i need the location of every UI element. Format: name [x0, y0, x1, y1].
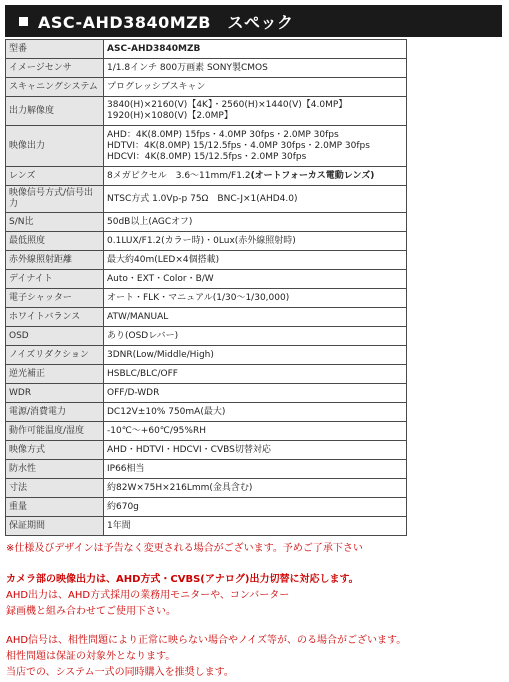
spec-value-line: 1/1.8インチ 800万画素 SONY製CMOS	[107, 62, 268, 73]
spec-row	[6, 289, 407, 308]
spec-row	[6, 498, 407, 517]
spec-label: OSD	[6, 327, 104, 346]
spec-row	[6, 251, 407, 270]
spec-value	[104, 289, 407, 308]
spec-value-line: NTSC方式 1.0Vp-p 75Ω BNC-J×1(AHD4.0)	[107, 193, 298, 204]
spec-label: 出力解像度	[6, 97, 104, 126]
spec-row	[6, 270, 407, 289]
spec-label: 最低照度	[6, 232, 104, 251]
spec-value-line: -10℃～+60℃/95%RH	[107, 425, 206, 436]
spec-value	[104, 403, 407, 422]
spec-value	[104, 422, 407, 441]
spec-value-line: 1920(H)×1080(V)【2.0MP】	[107, 111, 233, 121]
spec-value-line: 1年間	[107, 520, 131, 531]
paragraph-line: 録画機と組み合わせてご使用下さい。	[6, 606, 176, 617]
spec-row	[6, 213, 407, 232]
spec-row	[6, 441, 407, 460]
spec-value	[104, 59, 407, 78]
spec-label: 赤外線照射距離	[6, 251, 104, 270]
spec-row	[6, 78, 407, 97]
spec-row	[6, 40, 407, 59]
spec-label: レンズ	[6, 167, 104, 186]
spec-value	[104, 460, 407, 479]
spec-label: 寸法	[6, 479, 104, 498]
spec-row	[6, 403, 407, 422]
spec-row	[6, 186, 407, 213]
spec-label: 映像出力	[6, 126, 104, 167]
spec-label: S/N比	[6, 213, 104, 232]
spec-value-text: 8メガピクセル 3.6～11mm/F1.2	[107, 170, 251, 181]
spec-value	[104, 498, 407, 517]
spec-value-line: DC12V±10% 750mA(最大)	[107, 406, 226, 417]
spec-value	[104, 346, 407, 365]
spec-value	[104, 97, 407, 126]
page-title: ASC-AHD3840MZB スペック	[38, 12, 294, 32]
spec-row	[6, 346, 407, 365]
notice-text: ※仕様及びデザインは予告なく変更される場合がございます。予めご了承下さい	[6, 543, 363, 554]
spec-value-line: オート・FLK・マニュアル(1/30～1/30,000)	[107, 292, 290, 303]
spec-value-line: あり(OSDレバー)	[107, 330, 179, 341]
spec-value-line: HSBLC/BLC/OFF	[107, 368, 178, 379]
spec-value	[104, 327, 407, 346]
square-bullet-icon	[19, 17, 28, 26]
spec-label: 保証期間	[6, 517, 104, 536]
spec-value	[104, 232, 407, 251]
spec-label: 動作可能温度/湿度	[6, 422, 104, 441]
spec-label: 映像方式	[6, 441, 104, 460]
spec-label: イメージセンサ	[6, 59, 104, 78]
spec-value-line: 0.1LUX/F1.2(カラー時)・0Lux(赤外線照射時)	[107, 235, 296, 246]
spec-row	[6, 517, 407, 536]
spec-value-line: 50dB以上(AGCオフ)	[107, 216, 193, 227]
spec-table	[5, 39, 407, 536]
spec-value-line: AHD：4K(8.0MP) 15fps・4.0MP 30fps・2.0MP 30fps	[107, 129, 339, 140]
spec-value	[104, 479, 407, 498]
spec-value-line: HDCVI：4K(8.0MP) 15/12.5fps・2.0MP 30fps	[107, 151, 307, 162]
spec-row	[6, 327, 407, 346]
spec-value	[104, 384, 407, 403]
lead-text: カメラ部の映像出力は、AHD方式・CVBS(アナログ)出力切替に対応します。	[6, 574, 359, 585]
paragraph-line: 当店での、システム一式の同時購入を推奨します。	[6, 667, 234, 678]
spec-row	[6, 232, 407, 251]
spec-value-line: 3840(H)×2160(V)【4K】・2560(H)×1440(V)【4.0MP】	[107, 100, 348, 110]
paragraph-line: AHD信号は、相性問題により正常に映らない場合やノイズ等が、のる場合がございます。	[6, 635, 407, 646]
spec-value	[104, 213, 407, 232]
spec-row	[6, 167, 407, 186]
spec-value	[104, 270, 407, 289]
spec-row	[6, 479, 407, 498]
spec-label: WDR	[6, 384, 104, 403]
spec-label: 電源/消費電力	[6, 403, 104, 422]
spec-value-emphasis: (オートフォーカス電動レンズ)	[250, 170, 375, 181]
spec-value-line: ATW/MANUAL	[107, 311, 169, 322]
spec-label: ホワイトバランス	[6, 308, 104, 327]
spec-value	[104, 40, 407, 59]
spec-row	[6, 422, 407, 441]
spec-label: スキャニングシステム	[6, 78, 104, 97]
spec-label: 電子シャッター	[6, 289, 104, 308]
spec-row	[6, 126, 407, 167]
spec-row	[6, 308, 407, 327]
spec-label: 防水性	[6, 460, 104, 479]
page-header	[5, 5, 502, 37]
ahd-output-paragraph	[6, 588, 289, 620]
paragraph-line: 相性問題は保証の対象外となります。	[6, 651, 176, 662]
spec-value	[104, 78, 407, 97]
spec-value-line: プログレッシブスキャン	[107, 81, 206, 92]
spec-value	[104, 441, 407, 460]
spec-label: デイナイト	[6, 270, 104, 289]
spec-label: 型番	[6, 40, 104, 59]
spec-value-line: 最大約40m(LED×4個搭載)	[107, 254, 220, 265]
spec-value-line: AHD・HDTVI・HDCVI・CVBS切替対応	[107, 444, 271, 455]
spec-label: 重量	[6, 498, 104, 517]
spec-value	[104, 167, 407, 186]
spec-value	[104, 308, 407, 327]
spec-value-line: 3DNR(Low/Middle/High)	[107, 349, 214, 360]
spec-value-line	[107, 171, 403, 182]
spec-value-line: 約670g	[107, 501, 139, 512]
spec-row	[6, 365, 407, 384]
spec-value	[104, 186, 407, 213]
spec-value	[104, 517, 407, 536]
spec-label: 逆光補正	[6, 365, 104, 384]
ahd-signal-paragraph	[6, 633, 406, 681]
spec-value-line: HDTVI：4K(8.0MP) 15/12.5fps・4.0MP 30fps・2.0MP 30fps	[107, 140, 370, 151]
spec-value-line: Auto・EXT・Color・B/W	[107, 273, 214, 284]
spec-value-line: ASC-AHD3840MZB	[107, 43, 201, 54]
spec-value	[104, 365, 407, 384]
spec-value-line: 約82W×75H×216Lmm(金具含む)	[107, 482, 253, 493]
spec-value-line: IP66相当	[107, 463, 145, 474]
spec-row	[6, 460, 407, 479]
spec-row	[6, 59, 407, 78]
paragraph-line: AHD出力は、AHD方式採用の業務用モニターや、コンバーター	[6, 590, 290, 601]
spec-label: 映像信号方式/信号出力	[6, 186, 104, 213]
spec-value	[104, 126, 407, 167]
spec-row	[6, 97, 407, 126]
spec-label: ノイズリダクション	[6, 346, 104, 365]
spec-value	[104, 251, 407, 270]
spec-row	[6, 384, 407, 403]
spec-value-line: OFF/D-WDR	[107, 387, 160, 398]
